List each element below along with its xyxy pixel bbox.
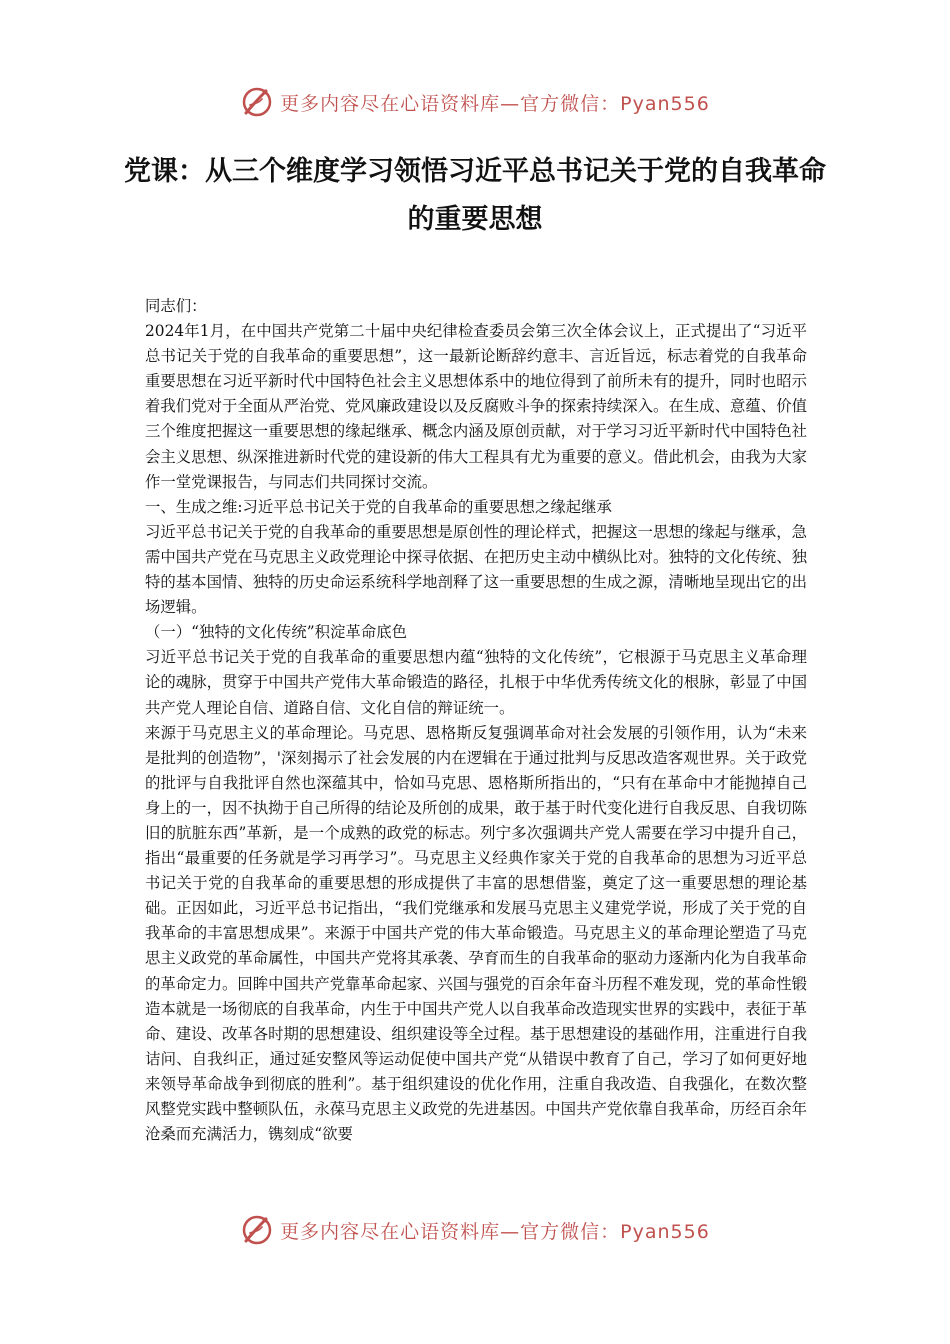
salutation: 同志们： [145, 297, 207, 315]
watermark-text: 更多内容尽在心语资料库—官方微信：Pyan556 [280, 92, 710, 115]
footer-watermark-banner [0, 1210, 950, 1250]
subsection-heading: （一）“独特的文化传统”积淀革命底色 [145, 623, 407, 642]
brush-logo-icon [240, 1213, 274, 1247]
watermark-text: 更多内容尽在心语资料库—官方微信：Pyan556 [280, 1220, 710, 1243]
header-watermark-banner [0, 82, 950, 122]
body-paragraph: 2024年1月，在中国共产党第二十届中央纪律检查委员会第三次全体会议上，正式提出了“习近平总书记关于党的自我革命的重要思想”，这一最新论断辞约意丰、言近旨远，标志着党的自我革命重要思想在习近平新时代中国特色社会主义思想体系中的地位得到了前所未有的提升，同时也昭示着我们党对于全面从严治党、党风廉政建设以及反腐败斗争的探索持续深入。在生成、意蕴、价值三个维度把握这一重要思想的缘起继承、概念内涵及原创贡献，对于学习习近平新时代中国特色社会主义思想、纵深推进新时代党的建设新的伟大工程具有尤为重要的意义。借此机会，由我为大家作一堂党课报告，与同志们共同探讨交流。 [145, 322, 807, 491]
body-paragraph: 来源于马克思主义的革命理论。马克思、恩格斯反复强调革命对社会发展的引领作用，认为“未来是批判的创造物”，'深刻揭示了社会发展的内在逻辑在于通过批判与反思改造客观世界。关于政党的批评与自我批评自然也深蕴其中，恰如马克思、恩格斯所指出的，“只有在革命中才能抛掉自己身上的一，因不执拗于自己所得的结论及所创的成果，敢于基于时代变化进行自我反思、自我切陈旧的肮脏东西”革新，是一个成熟的政党的标志。列宁多次强调共产党人需要在学习中提升自己，指出“最重要的任务就是学习再学习”。马克思主义经典作家关于党的自我革命的思想为习近平总书记关于党的自我革命的重要思想的形成提供了丰富的思想借鉴，奠定了这一重要思想的理论基础。正因如此，习近平总书记指出，“我们党继承和发展马克思主义建党学说，形成了关于党的自我革命的丰富思想成果”。来源于中国共产党的伟大革命锻造。马克思主义的革命理论塑造了马克思主义政党的革命属性，中国共产党将其承袭、孕育而生的自我革命的驱动力逐渐内化为自我革命的革命定力。回眸中国共产党靠革命起家、兴国与强党的百余年奋斗历程不难发现，党的革命性锻造本就是一场彻底的自我革命，内生于中国共产党人以自我革命改造现实世界的实践中，表征于革命、建设、改革各时期的思想建设、组织建设等全过程。基于思想建设的基础作用，注重进行自我诘问、自我纠正，通过延安整风等运动促使中国共产党“从错误中教育了自己，学习了如何更好地来领导革命战争到彻底的胜利”。基于组织建设的优化作用，注重自我改造、自我强化，在数次整风整党实践中整顿队伍，永葆马克思主义政党的先进基因。中国共产党依靠自我革命，历经百余年沧桑而充满活力，镌刻成“欲要 [145, 723, 807, 1144]
document-body [145, 294, 807, 1147]
section-heading: 一、生成之维:习近平总书记关于党的自我革命的重要思想之缘起继承 [145, 497, 612, 516]
brush-logo-icon [240, 85, 274, 119]
document-title: 党课：从三个维度学习领悟习近平总书记关于党的自我革命的重要思想 [124, 156, 826, 235]
body-paragraph: 习近平总书记关于党的自我革命的重要思想内蕴“独特的文化传统”，它根源于马克思主义革命理论的魂脉，贯穿于中国共产党伟大革命锻造的路径，扎根于中华优秀传统文化的根脉，彰显了中国共产党人理论自信、道路自信、文化自信的辩证统一。 [145, 648, 807, 717]
body-paragraph: 习近平总书记关于党的自我革命的重要思想是原创性的理论样式，把握这一思想的缘起与继承，急需中国共产党在马克思主义政党理论中探寻依据、在把历史主动中横纵比对。独特的文化传统、独特的基本国情、独特的历史命运系统科学地剖释了这一重要思想的生成之源，清晰地呈现出它的出场逻辑。 [145, 522, 807, 617]
